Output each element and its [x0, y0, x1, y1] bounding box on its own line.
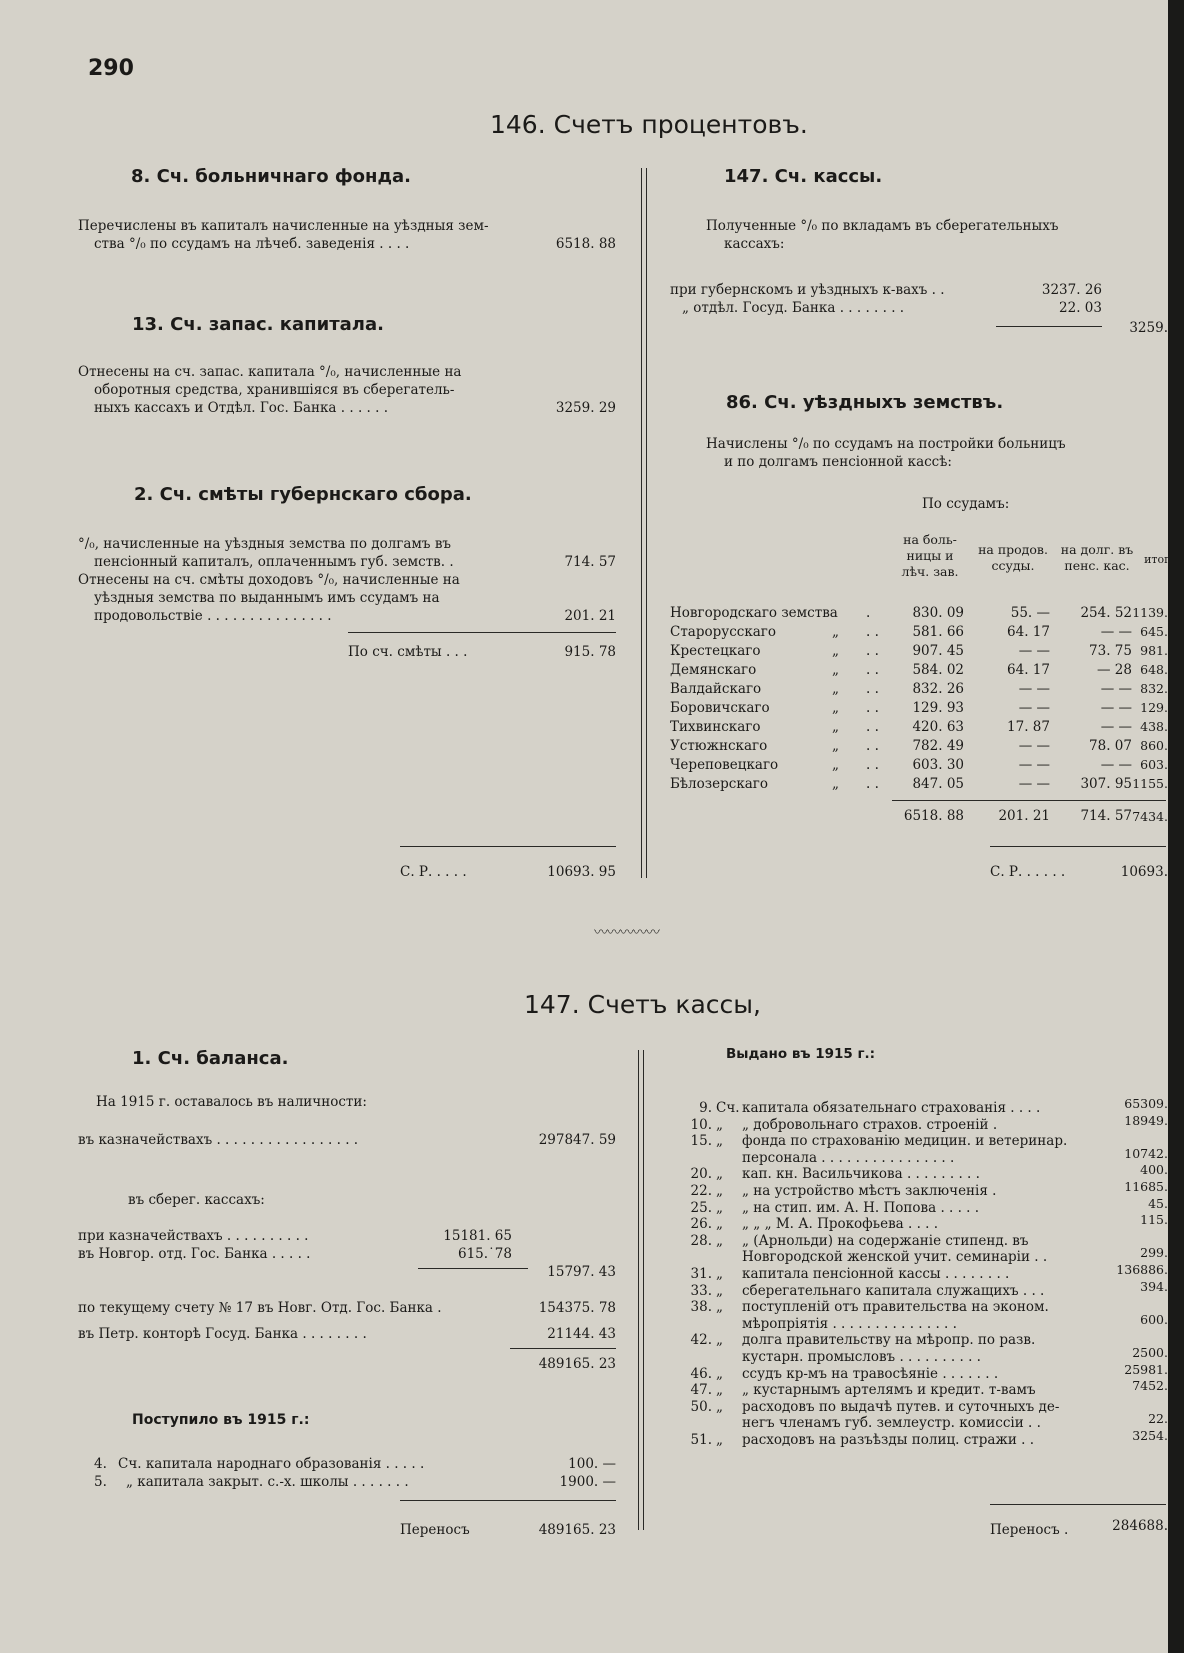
carry-rule	[990, 1504, 1166, 1505]
pension-value: — —	[1100, 700, 1132, 716]
savings-row: въ Новгор. отд. Гос. Банка . . . . .	[78, 1246, 311, 1262]
treasury-label: въ казначействахъ . . . . . . . . . . . . . . . . .	[78, 1132, 359, 1148]
page-number: 290	[88, 56, 134, 81]
issued-ditto: „	[716, 1183, 723, 1199]
total-hospitals: 6518. 88	[903, 808, 964, 824]
issued-amount: 115.	[1140, 1212, 1168, 1228]
issued-description: долга правительству на мѣропр. по разв.	[742, 1332, 1036, 1349]
account-8-text: Перечислены въ капиталъ начисленные на уѣздныя зем-	[78, 218, 489, 234]
issued-account-number: 9.	[699, 1100, 712, 1116]
account-86-text: и по долгамъ пенсіонной кассѣ:	[724, 454, 952, 470]
account-147-total: 3259.	[1129, 320, 1168, 336]
account-1-heading: 1. Сч. баланса.	[132, 1048, 289, 1069]
row-total-value: 1139.	[1132, 605, 1168, 620]
issued-amount: 10742.	[1124, 1145, 1168, 1161]
section-146-title: 146. Счетъ процентовъ.	[490, 110, 808, 139]
zemstvo-name: Бѣлозерскаго	[670, 776, 769, 792]
hospitals-value: 832. 26	[912, 681, 964, 697]
received-amount: 100. —	[568, 1456, 616, 1472]
received-amount: 1900. —	[559, 1474, 616, 1490]
account-147-row: при губернскомъ и уѣздныхъ к-вахъ . .	[670, 282, 945, 298]
savings-total: 15797. 43	[547, 1264, 616, 1280]
estimate-total-label: По сч. смѣты . . .	[348, 644, 468, 660]
row-total-value: 832.	[1140, 681, 1168, 696]
carry-label: Переносъ .	[990, 1522, 1069, 1538]
issued-amount: 7452.	[1132, 1378, 1168, 1394]
issued-account-number: 47.	[690, 1382, 712, 1399]
zemstvo-name: Новгородскаго земства	[670, 605, 838, 621]
header-line: на боль-	[903, 532, 957, 547]
issued-ditto: „	[716, 1432, 723, 1448]
carry-label: Переносъ	[400, 1522, 470, 1538]
zemstvo-name: Тихвинскаго	[670, 719, 761, 735]
food-loans-value: 64. 17	[1007, 624, 1050, 640]
issued-ditto: Сч.	[716, 1100, 740, 1116]
issued-description: расходовъ по выдачѣ путев. и суточныхъ де-	[742, 1398, 1060, 1415]
zemstvo-name: Боровичскаго	[670, 700, 770, 716]
account-13-amount: 3259. 29	[555, 400, 616, 416]
col-food-loans-header	[972, 542, 1054, 574]
savings-label: въ сберег. кассахъ:	[128, 1192, 265, 1208]
issued-account-number: 33.	[690, 1282, 712, 1299]
issued-description: персонала . . . . . . . . . . . . . . . .	[742, 1149, 955, 1166]
pension-value: 73. 75	[1089, 643, 1132, 659]
balance-total: 489165. 23	[538, 1356, 616, 1372]
issued-description: „ (Арнольди) на содержаніе стипенд. въ	[742, 1232, 1029, 1249]
account-86-heading: 86. Сч. уѣздныхъ земствъ.	[726, 392, 1004, 413]
zemstvo-name: Старорусскаго	[670, 624, 777, 640]
issued-account-number: 31.	[690, 1266, 712, 1282]
hospitals-value: 603. 30	[912, 757, 964, 773]
issued-amount: 136886.	[1116, 1262, 1168, 1277]
account-2-text: °/₀, начисленные на уѣздныя земства по долгамъ въ	[78, 536, 452, 552]
issued-ditto: „	[716, 1199, 723, 1216]
header-line: ссуды.	[991, 558, 1035, 573]
account-2-heading: 2. Сч. смѣты губернскаго сбора.	[134, 484, 472, 505]
hospitals-value: 420. 63	[912, 719, 964, 735]
received-row: „ капитала закрыт. с.-х. школы . . . . . . .	[126, 1474, 409, 1490]
account-86-text: Начислены °/₀ по ссудамъ на постройки больницъ	[706, 436, 1066, 452]
leader-dots: . .	[866, 681, 879, 697]
ditto-mark: „	[832, 776, 839, 792]
account-2-amount: 714. 57	[564, 554, 616, 570]
food-loans-value: 64. 17	[1007, 662, 1050, 678]
issued-ditto: „	[716, 1332, 723, 1349]
account-13-text: оборотныя средства, хранившіяся въ сберегатель-	[94, 382, 455, 398]
zemstvo-name: Демянскаго	[670, 662, 757, 678]
issued-account-number: 26.	[690, 1216, 712, 1233]
account-2-text: продовольствіе . . . . . . . . . . . . . . .	[94, 608, 332, 624]
issued-account-number: 50.	[690, 1398, 712, 1415]
hospitals-value: 830. 09	[912, 605, 964, 621]
issued-description: „ на стип. им. А. Н. Попова . . . . .	[742, 1199, 980, 1216]
food-loans-value: — —	[1018, 643, 1050, 659]
food-loans-value: 55. —	[1010, 605, 1050, 621]
account-147-amount: 22. 03	[1059, 300, 1102, 316]
ditto-mark: „	[832, 662, 839, 678]
food-loans-value: — —	[1018, 738, 1050, 754]
row-total-value: 603.	[1140, 757, 1168, 772]
header-line: лѣч. зав.	[901, 564, 959, 579]
account-147-text: Полученные °/₀ по вкладамъ въ сберегательныхъ	[706, 218, 1059, 234]
food-loans-value: — —	[1018, 681, 1050, 697]
food-loans-value: — —	[1018, 776, 1050, 792]
row-total-value: 129.	[1140, 700, 1168, 715]
pension-value: 307. 95	[1080, 776, 1132, 792]
issued-ditto: „	[716, 1116, 723, 1133]
page-edge	[1168, 0, 1184, 1653]
issued-description: „ на устройство мѣстъ заключенія .	[742, 1183, 997, 1199]
issued-ditto: „	[716, 1282, 723, 1299]
account-8-heading: 8. Сч. больничнаго фонда.	[131, 166, 412, 187]
issued-account-number: 20.	[690, 1166, 712, 1183]
ditto-mark: „	[832, 700, 839, 716]
issued-description: сберегательнаго капитала служащихъ . . .	[742, 1282, 1045, 1299]
issued-description: ссудъ кр-мъ на травосѣяніе . . . . . . .	[742, 1365, 999, 1382]
leader-dots: . .	[866, 624, 879, 640]
subtotal-rule	[418, 1268, 528, 1269]
ditto-mark: „	[832, 738, 839, 754]
account-2-text: Отнесены на сч. смѣты доходовъ °/₀, начисленные на	[78, 572, 460, 588]
account-147-row: „ отдѣл. Госуд. Банка . . . . . . . .	[682, 300, 905, 316]
section-147-title: 147. Счетъ кассы,	[524, 990, 761, 1019]
ditto-mark: „	[832, 643, 839, 659]
issued-account-number: 15.	[690, 1133, 712, 1150]
section-divider-ornament: 〰〰〰〰〰	[594, 925, 659, 941]
savings-amount: 615.˙78	[458, 1246, 512, 1262]
issued-description: „ добровольнаго страхов. строеній .	[742, 1116, 998, 1133]
current-account-label: по текущему счету № 17 въ Новг. Отд. Гос. Банка .	[78, 1300, 442, 1316]
account-8-amount: 6518. 88	[555, 236, 616, 252]
carry-amount: 284688.	[1112, 1518, 1168, 1534]
pension-value: 78. 07	[1089, 738, 1132, 754]
sr-label: С. Р. . . . . .	[990, 864, 1066, 880]
zemstvo-name: Крестецкаго	[670, 643, 761, 659]
issued-account-number: 25.	[690, 1199, 712, 1216]
issued-ditto: „	[716, 1382, 723, 1399]
issued-description: капитала пенсіонной кассы . . . . . . . .	[742, 1266, 1010, 1282]
issued-description: негъ членамъ губ. землеустр. комиссіи . .	[742, 1415, 1041, 1432]
issued-description: расходовъ на разъѣзды полиц. стражи . .	[742, 1432, 1035, 1448]
sr-amount: 10693.	[1120, 864, 1168, 880]
issued-ditto: „	[716, 1266, 723, 1282]
header-line: на продов.	[978, 542, 1048, 557]
pension-value: — 28	[1097, 662, 1132, 678]
issued-amount: 45.	[1148, 1195, 1168, 1211]
issued-amount: 600.	[1140, 1311, 1168, 1327]
issued-ditto: „	[716, 1365, 723, 1382]
issued-description: кап. кн. Васильчикова . . . . . . . . .	[742, 1166, 980, 1183]
issued-amount: 299.	[1140, 1245, 1168, 1261]
pension-value: — —	[1100, 757, 1132, 773]
zemstvo-name: Череповецкаго	[670, 757, 779, 773]
sr-rule	[990, 846, 1166, 847]
issued-ditto: „	[716, 1299, 723, 1316]
zemstvo-name: Устюжнскаго	[670, 738, 768, 754]
issued-description: мѣропріятія . . . . . . . . . . . . . . .	[742, 1315, 957, 1332]
account-147-text: кассахъ:	[724, 236, 785, 252]
remain-label: На 1915 г. оставалось въ наличности:	[96, 1094, 367, 1110]
leader-dots: . .	[866, 757, 879, 773]
issued-account-number: 51.	[690, 1432, 712, 1448]
column-divider	[638, 1050, 639, 1530]
row-total-value: 645.	[1140, 624, 1168, 639]
issued-ditto: „	[716, 1232, 723, 1249]
account-147-heading: 147. Сч. кассы.	[724, 166, 883, 187]
total-food-loans: 201. 21	[998, 808, 1050, 824]
header-line: пенс. кас.	[1064, 558, 1130, 573]
row-total-value: 648.	[1140, 662, 1168, 677]
leader-dots: . .	[866, 738, 879, 754]
leader-dots: . .	[866, 776, 879, 792]
ditto-mark: „	[832, 719, 839, 735]
pension-value: — —	[1100, 719, 1132, 735]
sr-amount: 10693. 95	[547, 864, 616, 880]
issued-amount: 65309.	[1124, 1096, 1168, 1111]
petrograd-amount: 21144. 43	[547, 1326, 616, 1342]
petrograd-label: въ Петр. конторѣ Госуд. Банка . . . . . . . .	[78, 1326, 367, 1342]
ditto-mark: „	[832, 757, 839, 773]
sr-label: С. Р. . . . .	[400, 864, 467, 880]
column-divider	[641, 168, 642, 878]
received-heading: Поступило въ 1915 г.:	[132, 1412, 310, 1428]
pension-value: 254. 52	[1080, 605, 1132, 621]
hospitals-value: 907. 45	[912, 643, 964, 659]
account-2-amount: 201. 21	[564, 608, 616, 624]
account-147-amount: 3237. 26	[1041, 282, 1102, 298]
account-2-text: уѣздныя земства по выданнымъ имъ ссудамъ на	[94, 590, 440, 606]
issued-description: капитала обязательнаго страхованія . . . .	[742, 1100, 1041, 1116]
col-pension-header	[1056, 542, 1138, 574]
savings-amount: 15181. 65	[443, 1228, 512, 1244]
received-no: 5.	[94, 1474, 107, 1490]
col-hospitals-header	[890, 532, 970, 580]
hospitals-value: 129. 93	[912, 700, 964, 716]
issued-account-number: 28.	[690, 1232, 712, 1249]
issued-account-number: 42.	[690, 1332, 712, 1349]
column-divider	[643, 1050, 644, 1530]
issued-description: поступленій отъ правительства на эконом.	[742, 1299, 1049, 1316]
estimate-total-amount: 915. 78	[564, 644, 616, 660]
subtotal-rule	[348, 632, 616, 633]
hospitals-value: 782. 49	[912, 738, 964, 754]
ditto-mark: „	[832, 624, 839, 640]
issued-amount: 25981.	[1124, 1361, 1168, 1377]
issued-amount: 18949.	[1124, 1112, 1168, 1128]
account-13-text: Отнесены на сч. запас. капитала °/₀, начисленные на	[78, 364, 462, 380]
issued-heading: Выдано въ 1915 г.:	[726, 1046, 876, 1062]
issued-ditto: „	[716, 1216, 723, 1233]
issued-amount: 2500.	[1132, 1345, 1168, 1360]
current-account-amount: 154375. 78	[538, 1300, 616, 1316]
issued-ditto: „	[716, 1133, 723, 1150]
issued-amount: 22.	[1148, 1411, 1168, 1427]
leader-dots: . .	[866, 700, 879, 716]
issued-description: „ кустарнымъ артелямъ и кредит. т-вамъ	[742, 1382, 1036, 1399]
issued-account-number: 10.	[690, 1116, 712, 1133]
header-line: на долг. въ	[1060, 542, 1134, 557]
subtotal-rule	[996, 326, 1102, 327]
food-loans-value: — —	[1018, 700, 1050, 716]
account-13-text: ныхъ кассахъ и Отдѣл. Гос. Банка . . . . . .	[94, 400, 388, 416]
by-loans-label: По ссудамъ:	[922, 496, 1010, 512]
issued-account-number: 22.	[690, 1183, 712, 1199]
sr-rule	[400, 846, 616, 847]
hospitals-value: 847. 05	[912, 776, 964, 792]
treasury-amount: 297847. 59	[538, 1132, 616, 1148]
issued-amount: 11685.	[1124, 1179, 1168, 1194]
col-total-header: итог	[1144, 553, 1170, 566]
hospitals-value: 584. 02	[912, 662, 964, 678]
issued-account-number: 46.	[690, 1365, 712, 1382]
leader-dots: . .	[866, 662, 879, 678]
row-total-value: 860.	[1140, 738, 1168, 753]
column-divider	[646, 168, 647, 878]
issued-description: „ „ „ М. А. Прокофьева . . . .	[742, 1216, 939, 1233]
issued-account-number: 38.	[690, 1299, 712, 1316]
hospitals-value: 581. 66	[912, 624, 964, 640]
issued-amount: 400.	[1140, 1162, 1168, 1178]
carry-rule	[400, 1500, 616, 1501]
leader-dots: .	[866, 605, 871, 621]
header-line: ницы и	[906, 548, 954, 563]
issued-description: кустарн. промысловъ . . . . . . . . . .	[742, 1349, 981, 1365]
row-total-value: 1155.	[1132, 776, 1168, 791]
food-loans-value: 17. 87	[1007, 719, 1050, 735]
food-loans-value: — —	[1018, 757, 1050, 773]
issued-amount: 394.	[1140, 1278, 1168, 1294]
ditto-mark: „	[832, 681, 839, 697]
total-all: 7434.	[1132, 809, 1168, 824]
received-row: Сч. капитала народнаго образованія . . . . .	[118, 1456, 425, 1472]
pension-value: — —	[1100, 681, 1132, 697]
account-2-text: пенсіонный капиталъ, оплаченнымъ губ. земств. .	[94, 554, 454, 570]
account-8-text: ства °/₀ по ссудамъ на лѣчеб. заведенія . . . .	[94, 236, 410, 252]
received-no: 4.	[94, 1456, 107, 1472]
savings-row: при казначействахъ . . . . . . . . . .	[78, 1228, 309, 1244]
table-total-rule	[892, 800, 1166, 801]
pension-value: — —	[1100, 624, 1132, 640]
issued-ditto: „	[716, 1166, 723, 1183]
account-13-heading: 13. Сч. запас. капитала.	[132, 314, 384, 335]
row-total-value: 981.	[1140, 643, 1168, 658]
carry-amount: 489165. 23	[538, 1522, 616, 1538]
total-pension: 714. 57	[1080, 808, 1132, 824]
leader-dots: . .	[866, 719, 879, 735]
zemstvo-name: Валдайскаго	[670, 681, 762, 697]
issued-description: Новгородской женской учит. семинаріи . .	[742, 1249, 1048, 1266]
issued-amount: 3254.	[1132, 1428, 1168, 1443]
issued-ditto: „	[716, 1398, 723, 1415]
subtotal-rule	[510, 1348, 616, 1349]
row-total-value: 438.	[1140, 719, 1168, 734]
leader-dots: . .	[866, 643, 879, 659]
issued-description: фонда по страхованію медицин. и ветеринар.	[742, 1133, 1068, 1150]
